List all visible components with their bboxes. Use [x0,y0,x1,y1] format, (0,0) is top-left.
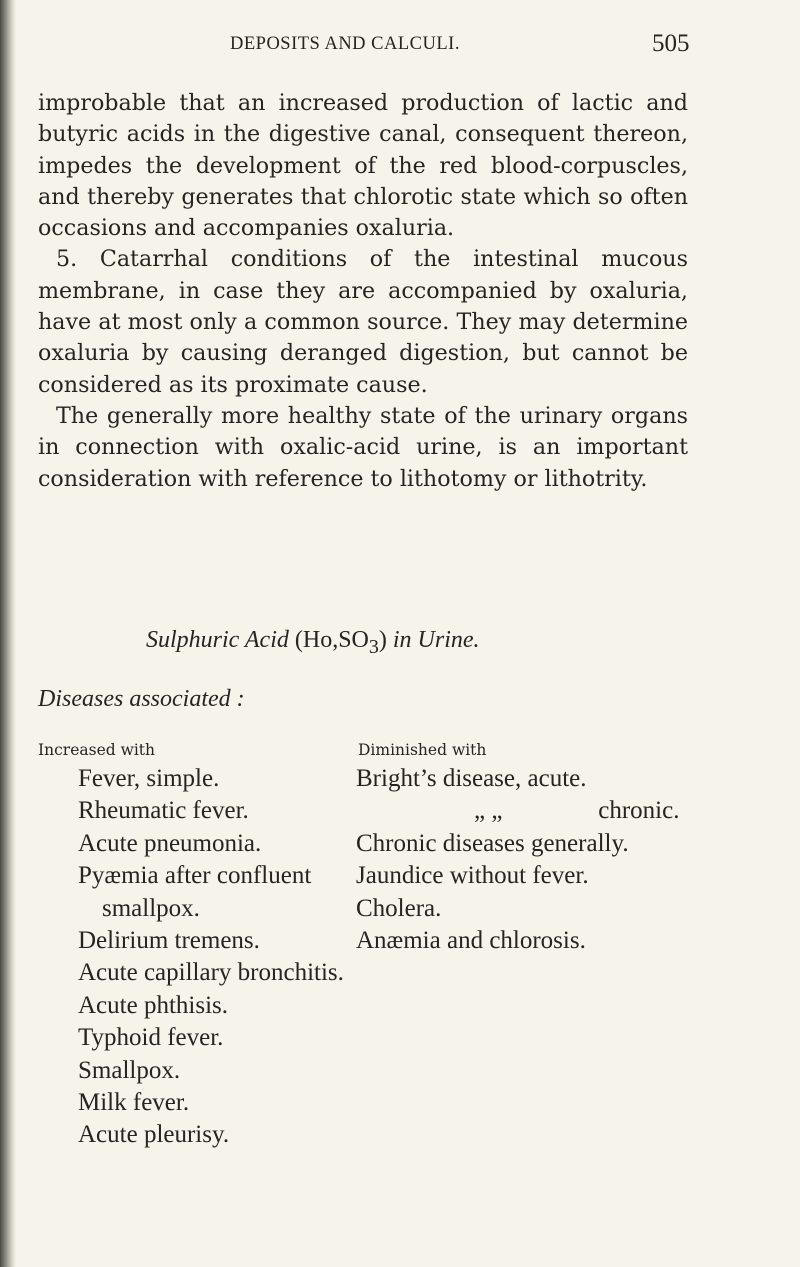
list-item: Jaundice without fever. [356,862,589,890]
diminished-diseases-list [356,763,679,957]
diminished-with-label: Diminished with [358,741,487,759]
list-item: Milk fever. [78,1089,190,1117]
paragraph-catarrhal-conditions: 5. Catarrhal conditions of the intestinal mucous membrane, in case they are accompanied by oxaluria, have at most only a common source. They may determine oxaluria by causing deranged digestion, but cannot be considered as its proximate cause. [38,246,688,398]
page-number: 505 [652,30,690,57]
list-item: Smallpox. [78,1056,181,1084]
running-title: DEPOSITS AND CALCULI. [230,34,460,54]
list-item: Pyæmia after confluent [78,862,312,890]
list-item: Acute capillary bronchitis. [78,959,344,987]
list-item: Anæmia and chlorosis. [356,927,586,955]
list-item: Chronic diseases generally. [356,829,629,857]
heading-italic-part: Sulphuric Acid [146,627,289,653]
diseases-associated-label: Diseases associated : [38,686,245,712]
paragraph-urinary-organs: The generally more healthy state of the urinary organs in connection with oxalic-acid urine, is an important consideration with reference to lithotomy or lithotrity. [38,402,688,492]
list-item: Acute pneumonia. [78,829,262,857]
ditto-marks: „ „ [474,797,503,825]
page-header [0,30,800,60]
list-item: „ „ chronic. [356,795,679,827]
list-item: Fever, simple. [78,765,220,792]
heading-tail: in Urine. [392,627,480,653]
section-heading-sulphuric-acid [146,627,480,659]
list-item: Cholera. [356,894,442,922]
heading-formula: $(Ho,SO_3)$ [294,627,387,658]
list-item: Delirium tremens. [78,927,260,955]
list-item-continuation: smallpox. [102,894,200,922]
body-text [38,88,688,495]
list-item: Typhoid fever. [78,1024,224,1052]
page-gutter-shadow [0,0,16,1267]
list-item: Rheumatic fever. [78,797,249,825]
list-item: Acute pleurisy. [78,1121,230,1149]
list-item: Bright’s disease, acute. [356,765,587,792]
list-item: Acute phthisis. [78,991,228,1019]
paragraph-lactic-acid: improbable that an increased production of lactic and butyric acids in the digestive canal, consequent thereon, impedes the development of the red blood-corpuscles, and thereby generates that chlorotic state which so often occasions and accompanies oxaluria. [38,90,688,242]
increased-diseases-list [78,763,344,1152]
increased-with-label: Increased with [38,741,156,759]
